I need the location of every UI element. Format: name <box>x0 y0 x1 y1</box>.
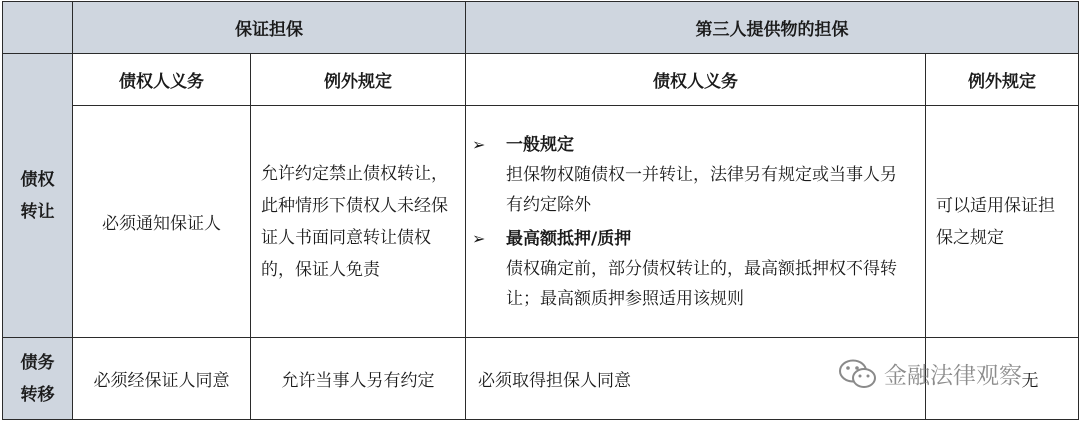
obligation-transfer-third-duty: 必须取得担保人同意 <box>466 338 926 420</box>
obligation-transfer-guarantee-exception: 允许当事人另有约定 <box>251 338 466 420</box>
arrow-bullet-icon: ➢ <box>472 134 486 154</box>
subheader-exception-guarantee: 例外规定 <box>251 54 466 106</box>
max-amount-heading: ➢ 最高额抵押/质押 <box>472 224 913 254</box>
max-amount-text: 债权确定前，部分债权转让的，最高额抵押权不得转让；最高额质押参照适用该规则 <box>506 258 897 309</box>
subheader-creditor-duty-guarantee: 债权人义务 <box>73 54 251 106</box>
subheader-creditor-duty-third: 债权人义务 <box>466 54 926 106</box>
header-third-party: 第三人提供物的担保 <box>466 2 1079 54</box>
watermark-text: 金融法律观察 <box>884 363 1022 389</box>
general-rule-text: 担保物权随债权一并转让，法律另有规定或当事人另有约定除外 <box>506 164 897 215</box>
debt-transfer-guarantee-exception: 允许约定禁止债权转让，此种情形下债权人未经保证人书面同意转让债权的，保证人免责 <box>251 106 466 338</box>
general-rule-heading: ➢ 一般规定 <box>472 130 913 160</box>
debt-transfer-third-duty <box>466 106 926 338</box>
header-guarantee: 保证担保 <box>73 2 466 54</box>
debt-transfer-third-exception: 可以适用保证担保之规定 <box>926 106 1079 338</box>
debt-transfer-guarantee-duty: 必须通知保证人 <box>73 106 251 338</box>
corner-cell <box>3 2 73 54</box>
arrow-bullet-icon: ➢ <box>472 228 486 248</box>
obligation-transfer-guarantee-duty: 必须经保证人同意 <box>73 338 251 420</box>
obligation-transfer-third-exception: 无 <box>926 338 1079 420</box>
row-label-obligation-transfer: 债务转移 <box>3 338 73 420</box>
row-label-debt-transfer: 债权转让 <box>3 54 73 338</box>
subheader-exception-third: 例外规定 <box>926 54 1079 106</box>
comparison-table <box>2 1 1079 420</box>
